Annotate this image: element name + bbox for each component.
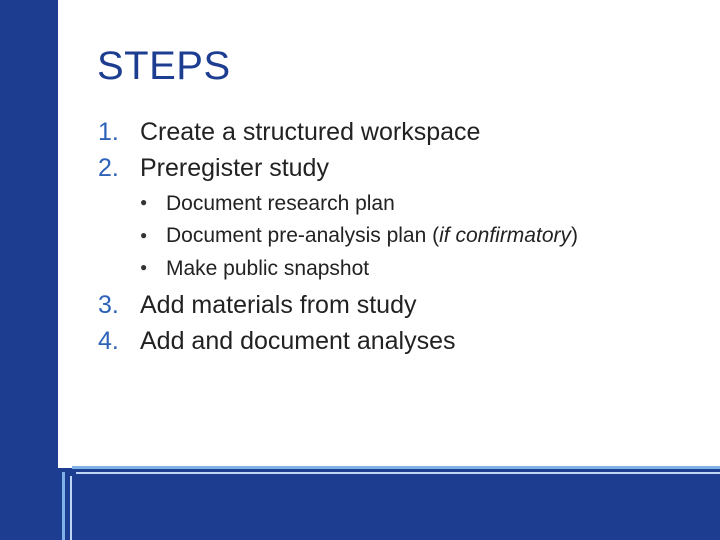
substep-text-prefix: Document pre-analysis plan ( bbox=[166, 224, 440, 248]
step-number: 1. bbox=[98, 118, 119, 146]
bottom-decorative-band bbox=[58, 468, 720, 540]
accent-line-vertical-secondary bbox=[70, 476, 72, 540]
steps-list bbox=[98, 114, 578, 359]
accent-line-vertical bbox=[62, 472, 65, 540]
substep-item bbox=[140, 220, 578, 252]
step-text: Add and document analyses bbox=[140, 327, 456, 356]
step-item bbox=[98, 287, 578, 323]
step-number: 3. bbox=[98, 291, 119, 320]
slide-title: STEPS bbox=[97, 44, 231, 88]
step-item bbox=[98, 150, 578, 186]
substep-text: Make public snapshot bbox=[166, 256, 370, 280]
step-item bbox=[98, 323, 578, 359]
left-decorative-bar bbox=[0, 0, 58, 540]
step-text: Add materials from study bbox=[140, 291, 417, 320]
substep-text-suffix: ) bbox=[571, 224, 578, 248]
bullet-icon: ● bbox=[140, 195, 148, 210]
step-text: Preregister study bbox=[140, 154, 329, 182]
substep-item bbox=[140, 253, 578, 285]
accent-line-horizontal bbox=[72, 466, 720, 469]
step-text: Create a structured workspace bbox=[140, 118, 481, 146]
bullet-icon: ● bbox=[140, 260, 148, 275]
step-item bbox=[98, 114, 578, 150]
substep-text-italic: if confirmatory bbox=[439, 224, 571, 248]
substeps-container bbox=[98, 188, 578, 285]
step-number: 2. bbox=[98, 154, 119, 182]
accent-line-horizontal-secondary bbox=[76, 472, 720, 474]
substep-text: Document research plan bbox=[166, 192, 395, 215]
step-number: 4. bbox=[98, 327, 119, 356]
bullet-icon: ● bbox=[140, 227, 148, 242]
substeps-list bbox=[98, 188, 578, 285]
substep-item bbox=[140, 188, 578, 220]
